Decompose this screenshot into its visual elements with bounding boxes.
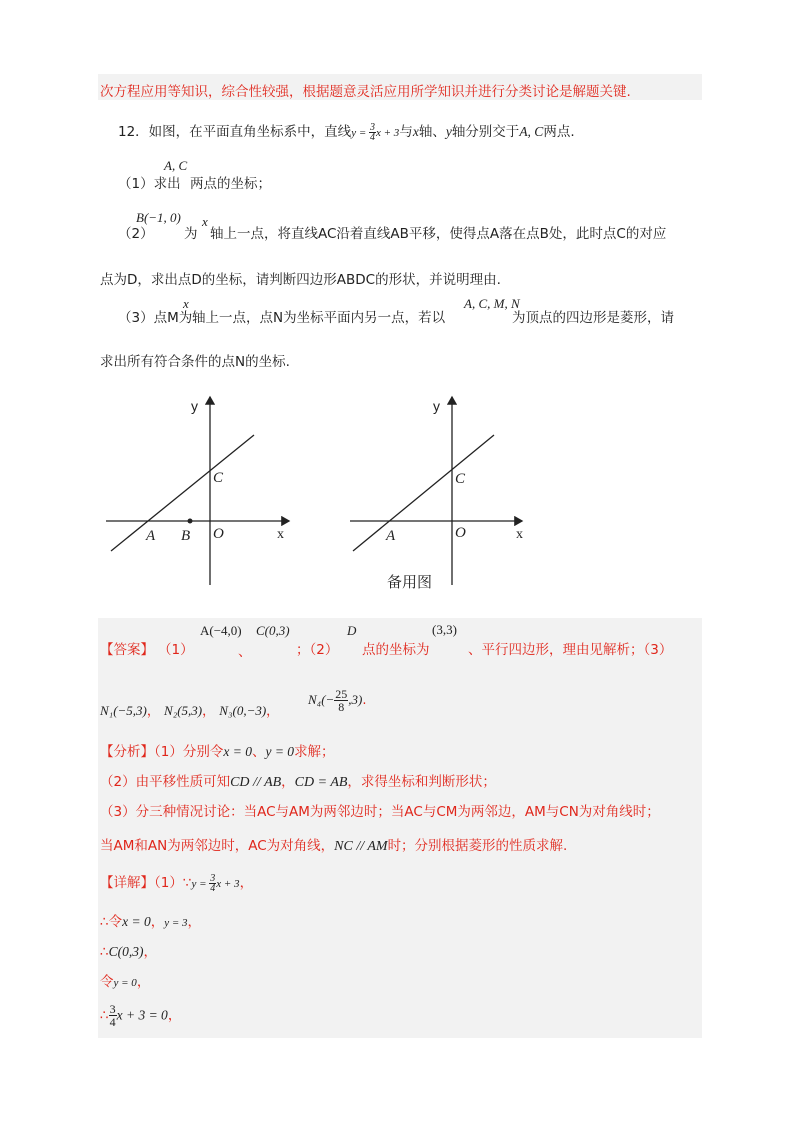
q1-x: x: [412, 124, 419, 139]
answer-n2: N₂(5,3): [164, 703, 203, 718]
part2-text-e: 点为D，求出点D的坐标，请判断四边形ABDC的形状，并说明理由.: [100, 272, 501, 288]
left-a-label: A: [146, 528, 156, 544]
q1-eq-rhs: x + 3: [376, 127, 400, 139]
right-c-label: C: [455, 471, 466, 487]
answer-point-d: (3,3): [432, 622, 457, 637]
answer-point-a: A(−4,0): [200, 623, 242, 638]
analysis-line-2: （2）由平移性质可知CD // AB，CD = AB，求得坐标和判断形状；: [100, 774, 496, 790]
answer-point-c: C(0,3): [256, 623, 290, 638]
detail-fraction-1: $\frac{3}{4}$: [210, 872, 216, 894]
detail-tag: 【详解】: [100, 875, 154, 891]
part1-text-b: 两点的坐标；: [190, 176, 271, 192]
q1-text-e: 两点.: [543, 124, 575, 140]
figure-right: [350, 397, 522, 585]
left-b-label: B: [181, 528, 191, 544]
part2-point-b: B(−1, 0): [136, 210, 181, 225]
detail-line-1: 【详解】（1）∵y = $\frac{3}{4}$ x + 3，: [100, 872, 254, 894]
left-c-label: C: [213, 470, 224, 486]
q1-text-c: 轴、: [418, 124, 446, 140]
part3-acmn: A, C, M, N: [464, 296, 520, 311]
part3-text-d: 求出所有符合条件的点N的坐标.: [100, 354, 290, 370]
part2-x: x: [202, 214, 208, 229]
answer-n4-fraction: $\frac{25}{8}$: [335, 687, 348, 714]
answer-tag: 【答案】: [100, 642, 154, 658]
right-figure-caption: 备用图: [387, 573, 433, 591]
answer-d: D: [347, 623, 357, 638]
q1-ac: A, C: [519, 124, 544, 139]
figure-left: [106, 397, 289, 585]
part2-text-d: 轴上一点，将直线AC沿着直线AB平移，使得点A落在点B处，此时点C的对应: [210, 226, 667, 242]
analysis-line-3: （3）分三种情况讨论：当AC与AM为两邻边时；当AC与CM为两邻边，AM与CN为对角线时；: [100, 804, 660, 820]
right-line-ac: [353, 435, 494, 551]
detail-line-4: 令y = 0，: [100, 974, 151, 990]
q1-eq-lhs: y =: [351, 127, 369, 139]
q1-text-b: 与: [399, 124, 413, 140]
left-o-label: O: [213, 526, 224, 542]
answer-text-b: 点的坐标为: [362, 642, 430, 658]
detail-line-5: ∴ $\frac{3}{4}$ x + 3 = 0，: [100, 1002, 182, 1029]
right-y-label: y: [433, 398, 440, 414]
part3-text-a: （3）点M为: [118, 310, 193, 326]
detail-line-3: ∴C(0,3)，: [100, 944, 157, 960]
analysis-line-1: 【分析】（1）分别令x = 0、y = 0求解；: [100, 744, 335, 760]
part3-x: x: [183, 296, 189, 311]
part1-text-a: （1）求出: [118, 176, 181, 192]
part3-text-b: 轴上一点，点N为坐标平面内另一点，若以: [192, 310, 446, 326]
right-x-label: x: [516, 527, 523, 542]
part3-text-c: 为顶点的四边形是菱形，请: [512, 310, 674, 326]
left-y-label: y: [191, 398, 198, 414]
left-x-label: x: [277, 527, 284, 542]
answer-n-points: N₁(−5,3)， N₂(5,3)， N₃(0,−3)，: [100, 703, 280, 719]
analysis-line-4: 当AM和AN为两邻边时，AC为对角线，NC // AM时；分别根据菱形的性质求解.: [100, 838, 568, 854]
analysis-tag: 【分析】: [100, 744, 154, 760]
q1-text-d: 轴分别交于: [451, 124, 520, 140]
intro-line: 次方程应用等知识，综合性较强，根据题意灵活应用所学知识并进行分类讨论是解题关键.: [100, 84, 631, 100]
q1-text-a: 12．如图，在平面直角坐标系中，直线: [118, 124, 352, 140]
q1-y: y: [445, 124, 452, 139]
answer-sep2: ；（2）: [296, 642, 339, 658]
left-point-b: [188, 519, 193, 524]
answer-text-c: 、平行四边形，理由见解析；（3）: [468, 642, 673, 658]
detail-fraction-2: $\frac{3}{4}$: [109, 1002, 116, 1029]
answer-n1: N₁(−5,3): [100, 703, 147, 718]
part2-text-c: 为: [184, 226, 198, 242]
right-o-label: O: [455, 525, 466, 541]
detail-line-2: ∴令x = 0，y = 3，: [100, 914, 202, 930]
part2-text-a: （2）: [118, 226, 154, 242]
answer-part1: （1）: [158, 642, 194, 658]
part1-ac: A, C: [164, 158, 188, 173]
answer-n3: N₃(0,−3): [219, 703, 267, 718]
q1-fraction: $\frac{3}{4}$: [370, 121, 375, 143]
answer-n4: N₄(− $\frac{25}{8}$ ,3).: [308, 687, 367, 714]
right-a-label: A: [386, 528, 396, 544]
answer-sep1: 、: [238, 644, 252, 660]
